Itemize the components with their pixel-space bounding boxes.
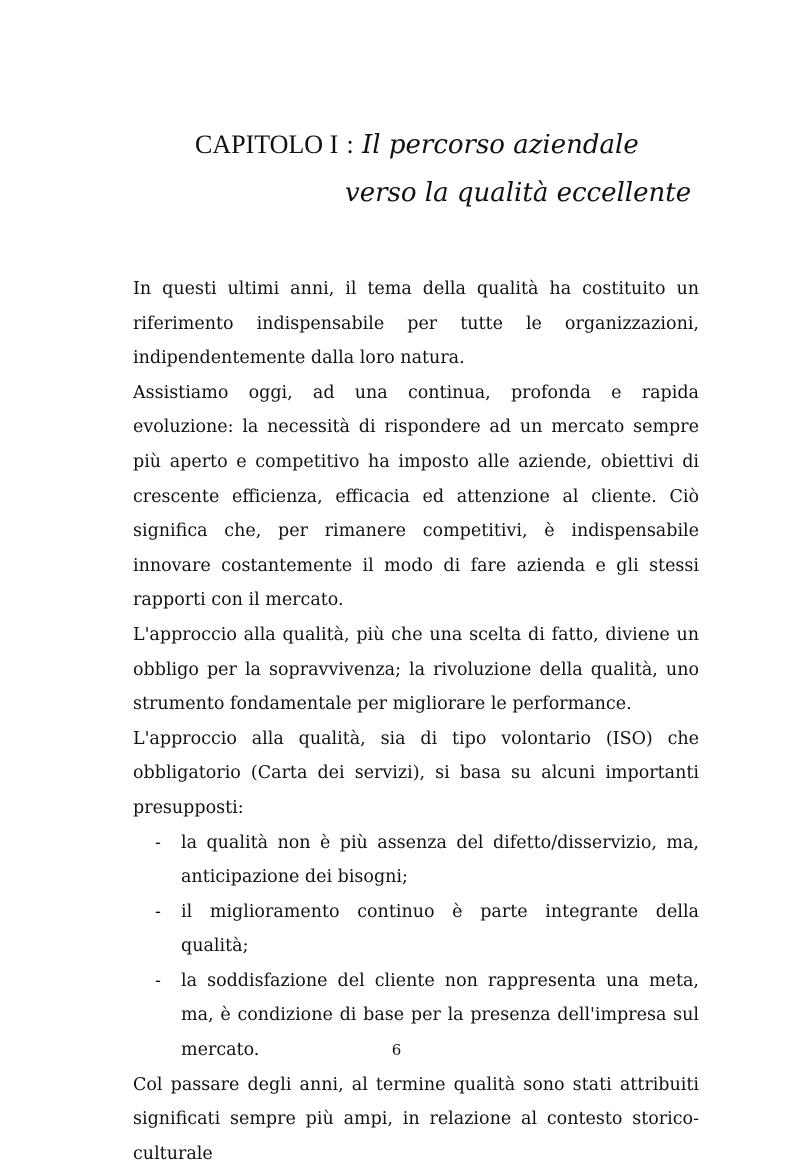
bullet-text: la qualità non è più assenza del difetto/disservizio, ma, anticipazione dei bisogni;	[181, 832, 699, 888]
paragraph-3: L'approccio alla qualità, più che una scelta di fatto, diviene un obbligo per la sopravvivenza; la rivoluzione della qualità, uno strumento fondamentale per migliorare le performance.	[133, 624, 699, 715]
bullet-text: la soddisfazione del cliente non rappresenta una meta, ma, è condizione di base per la presenza dell'impresa sul mercato.	[181, 970, 699, 1061]
bullet-marker: -	[155, 901, 161, 922]
page-number: 6	[391, 1041, 402, 1059]
chapter-label: CAPITOLO I	[195, 130, 339, 159]
paragraph-1: In questi ultimi anni, il tema della qualità ha costituito un riferimento indispensabile per tutte le organizzazioni, indipendentemente dalla loro natura.	[133, 279, 699, 369]
bullet-marker: -	[155, 832, 161, 853]
bullet-marker: -	[155, 970, 161, 991]
chapter-title-line-2	[345, 176, 691, 210]
body-text	[133, 272, 699, 1171]
bullet-list	[133, 826, 699, 1068]
chapter-separator: :	[346, 130, 354, 159]
paragraph-5: Col passare degli anni, al termine qualità sono stati attribuiti significati sempre più ampi, in relazione al contesto storico-culturale	[133, 1074, 699, 1164]
chapter-title-line-1	[195, 128, 639, 162]
paragraph-2: Assistiamo oggi, ad una continua, profonda e rapida evoluzione: la necessità di rispondere ad un mercato sempre più aperto e competitivo ha imposto alle aziende, obiettivi di crescente efficienza, efficacia ed attenzione al cliente. Ciò significa che, per rimanere competitivi, è indispensabile innovare costantemente il modo di fare azienda e gli stessi rapporti con il mercato.	[133, 382, 699, 611]
list-item	[133, 895, 699, 964]
paragraph-4: L'approccio alla qualità, sia di tipo volontario (ISO) che obbligatorio (Carta dei servizi), si basa su alcuni importanti presupposti:	[133, 728, 699, 818]
chapter-title-part-2: verso la qualità eccellente	[345, 178, 692, 208]
chapter-title-part-1: Il percorso aziendale	[362, 130, 639, 160]
list-item	[133, 826, 699, 895]
bullet-text: il miglioramento continuo è parte integrante della qualità;	[181, 901, 699, 957]
